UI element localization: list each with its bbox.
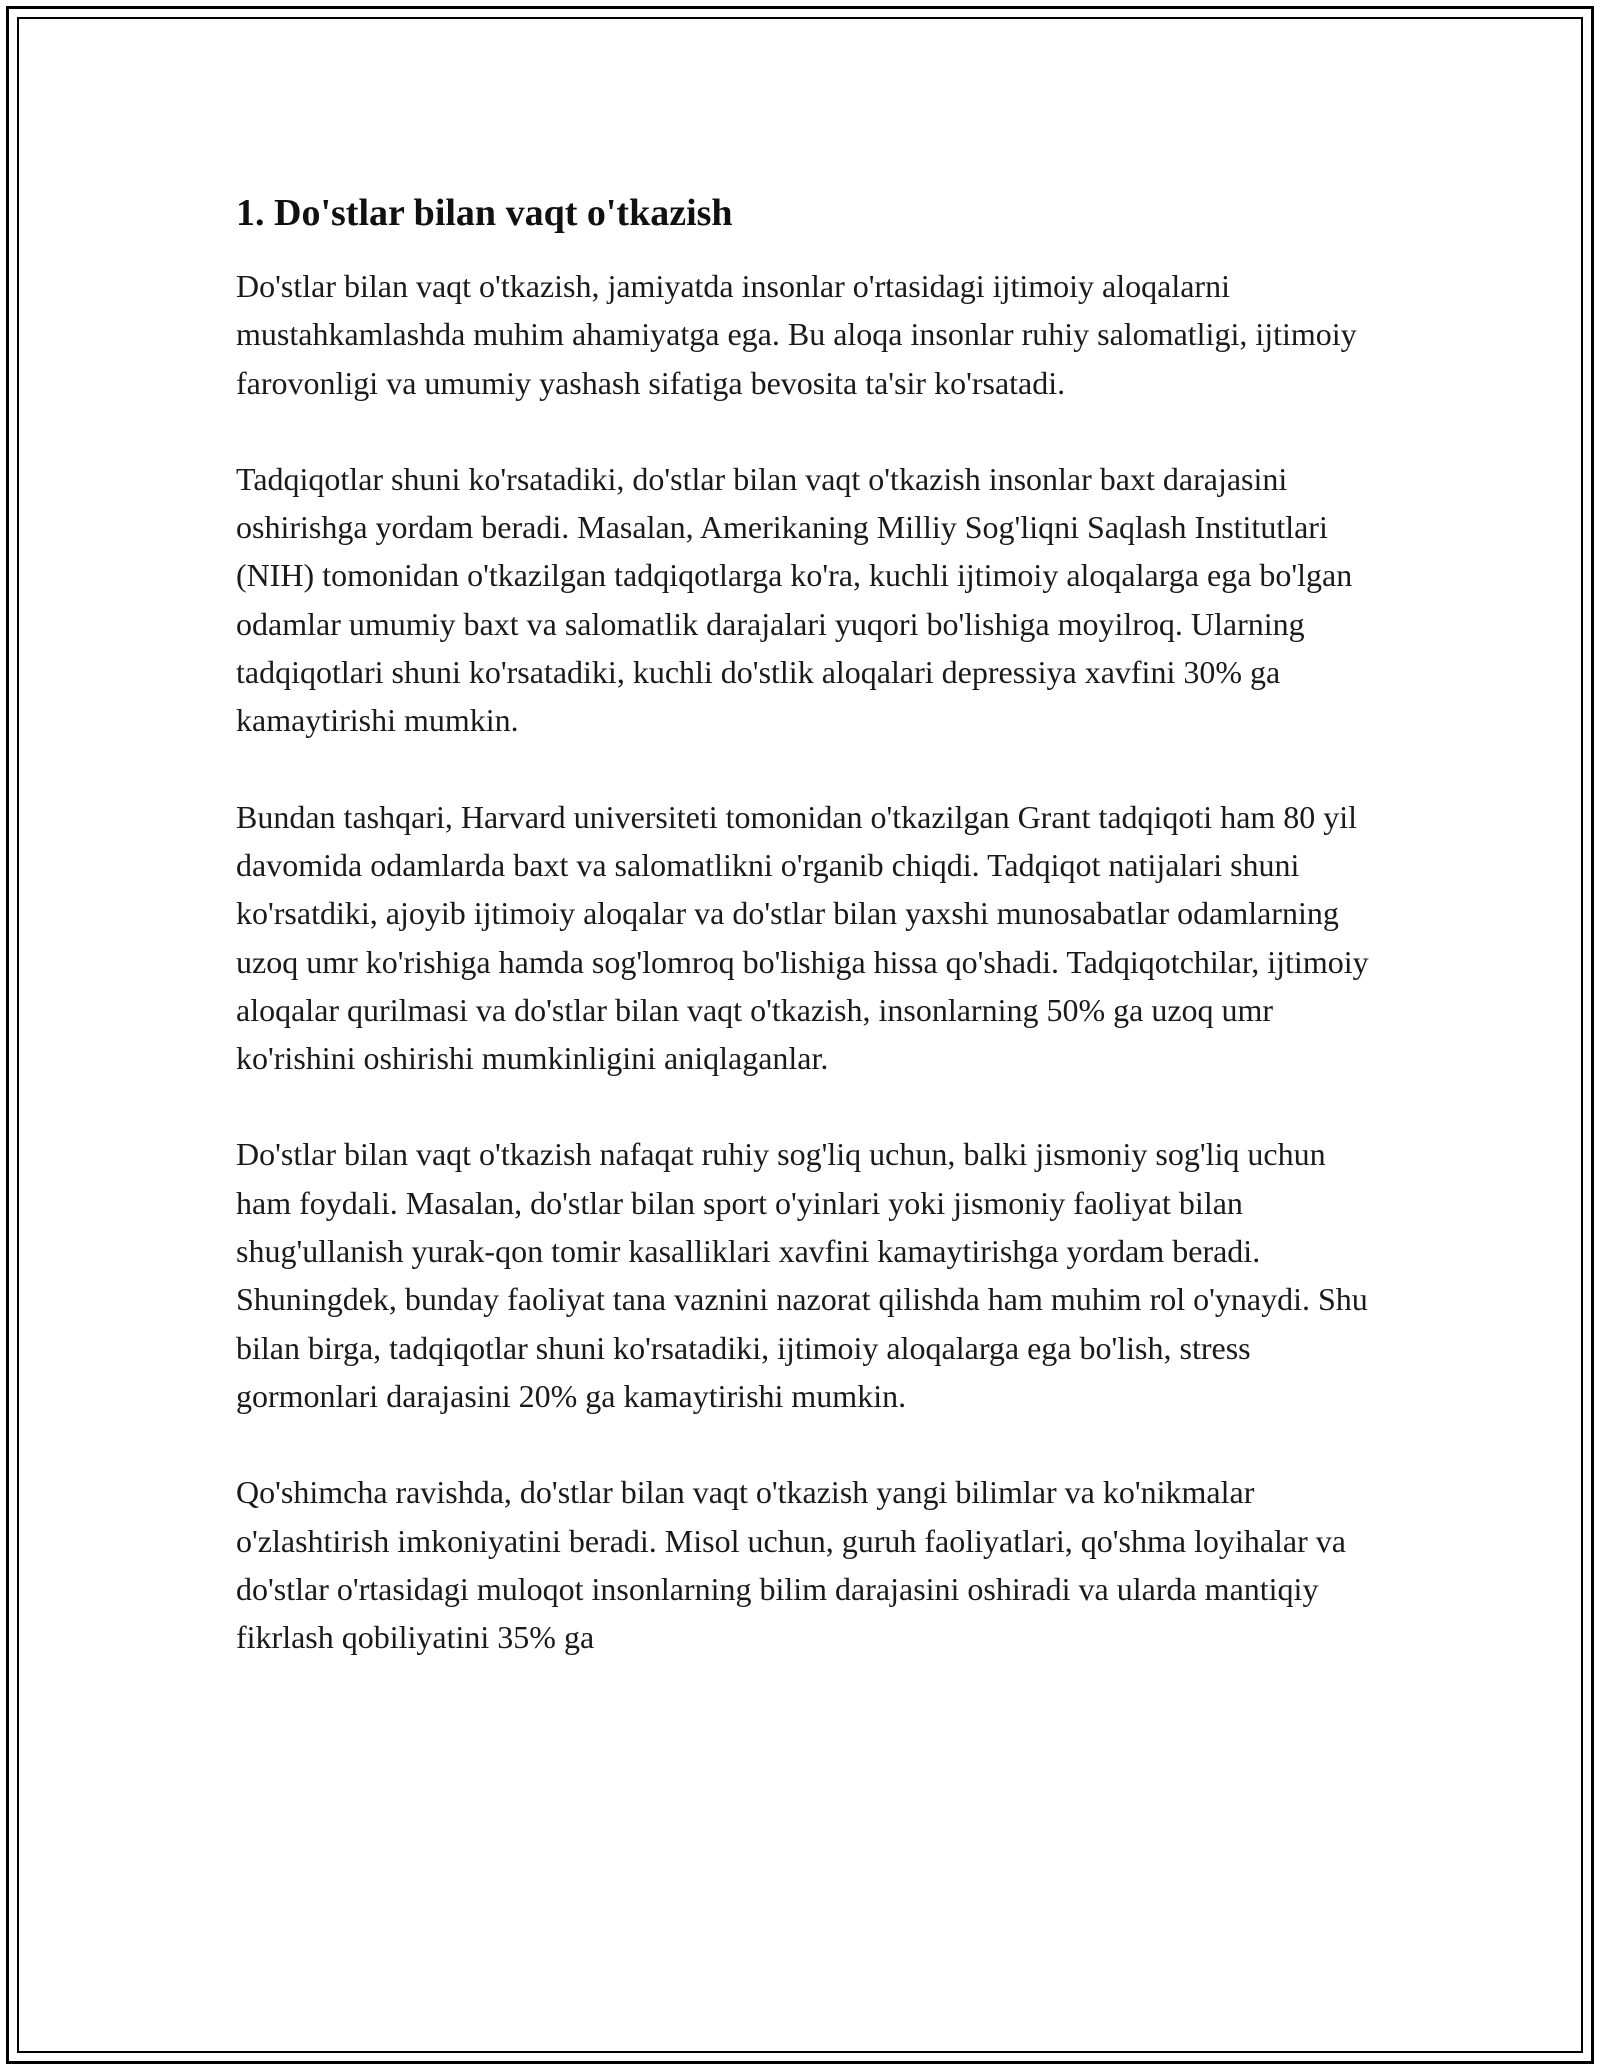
paragraph-1: Do'stlar bilan vaqt o'tkazish, jamiyatda insonlar o'rtasidagi ijtimoiy aloqalarni mustahkamlashda muhim ahamiyatga ega. Bu aloqa insonlar ruhiy salomatligi, ijtimoiy farovonligi va umumiy yashash sifatiga bevosita ta'sir ko'rsatadi. <box>236 268 1357 401</box>
section-heading: 1. Do'stlar bilan vaqt o'tkazish <box>236 192 733 234</box>
paragraph-2: Tadqiqotlar shuni ko'rsatadiki, do'stlar bilan vaqt o'tkazish insonlar baxt darajasini oshirishga yordam beradi. Masalan, Amerikaning Milliy Sog'liqni Saqlash Institutlari (NIH) tomonidan o'tkazilgan tadqiqotlarga ko'ra, kuchli ijtimoiy aloqalarga ega bo'lgan odamlar umumiy baxt va salomatlik darajalari yuqori bo'lishiga moyilroq. Ularning tadqiqotlari shuni ko'rsatadiki, kuchli do'stlik aloqalari depressiya xavfini 30% ga kamaytirishi mumkin. <box>236 460 1353 739</box>
paragraph-3: Bundan tashqari, Harvard universiteti tomonidan o'tkazilgan Grant tadqiqoti ham 80 yil davomida odamlarda baxt va salomatlikni o'rganib chiqdi. Tadqiqot natijalari shuni ko'rsatdiki, ajoyib ijtimoiy aloqalar va do'stlar bilan yaxshi munosabatlar odamlarning uzoq umr ko'rishiga hamda sog'lomroq bo'lishiga hissa qo'shadi. Tadqiqotchilar, ijtimoiy aloqalar qurilmasi va do'stlar bilan vaqt o'tkazish, insonlarning 50% ga uzoq umr ko'rishini oshirishi mumkinligini aniqlaganlar. <box>236 798 1369 1077</box>
document-body <box>236 186 1376 1709</box>
paragraph-5: Qo'shimcha ravishda, do'stlar bilan vaqt o'tkazish yangi bilimlar va ko'nikmalar o'zlashtirish imkoniyatini beradi. Misol uchun, guruh faoliyatlari, qo'shma loyihalar va do'stlar o'rtasidagi muloqot insonlarning bilim darajasini oshiradi va ularda mantiqiy fikrlash qobiliyatini 35% ga <box>236 1474 1346 1656</box>
paragraph-4: Do'stlar bilan vaqt o'tkazish nafaqat ruhiy sog'liq uchun, balki jismoniy sog'liq uchun ham foydali. Masalan, do'stlar bilan sport o'yinlari yoki jismoniy faoliyat bilan shug'ullanish yurak-qon tomir kasalliklari xavfini kamaytirishga yordam beradi. Shuningdek, bunday faoliyat tana vaznini nazorat qilishda ham muhim rol o'ynaydi. Shu bilan birga, tadqiqotlar shuni ko'rsatadiki, ijtimoiy aloqalarga ega bo'lish, stress gormonlari darajasini 20% ga kamaytirishi mumkin. <box>236 1136 1368 1414</box>
